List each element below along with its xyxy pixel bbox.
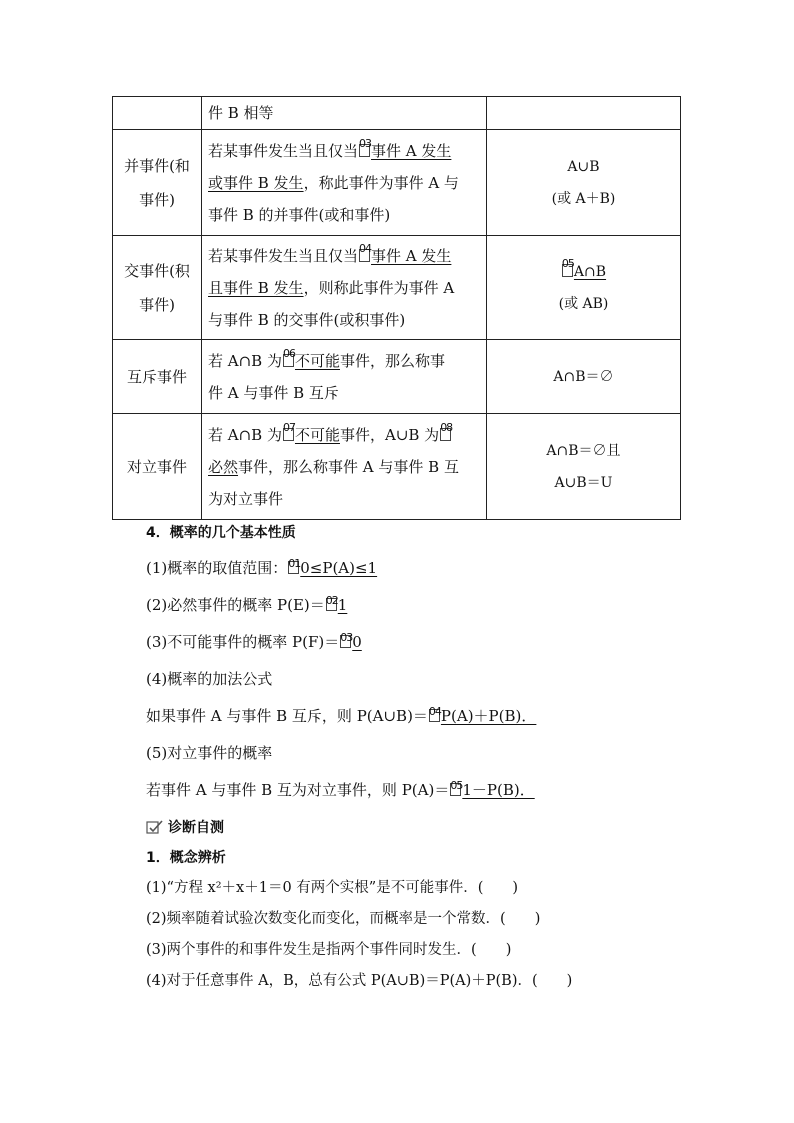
property-line	[146, 587, 706, 624]
answer-box-icon: 03	[359, 144, 370, 157]
property-text: (3)不可能事件的概率 P(F)＝	[146, 633, 340, 651]
answer-box-icon: 03	[340, 635, 351, 648]
def-answer: 事件 A 发生	[371, 141, 452, 160]
property-answer: 0	[352, 633, 362, 651]
def-answer: 必然	[208, 457, 239, 476]
property-line	[146, 550, 706, 587]
answer-box-icon: 05	[450, 783, 461, 796]
symbol-line: A∪B＝U	[554, 474, 613, 491]
symbol-line: A∩B＝∅且	[546, 442, 621, 459]
event-name-line: 交事件(积	[124, 261, 190, 280]
def-answer: 或事件 B 发生	[208, 173, 304, 192]
event-name-line: 事件)	[139, 295, 175, 314]
table-row	[113, 130, 681, 236]
def-text: 若某事件发生当且仅当	[208, 246, 359, 265]
event-definition-cell	[202, 340, 487, 414]
question-item: (2)频率随着试验次数变化而变化，而概率是一个常数．( )	[146, 911, 541, 927]
def-text: 为对立事件	[208, 489, 284, 508]
event-symbol-cell: A∩B＝∅	[487, 340, 681, 414]
event-name-cell	[113, 97, 202, 130]
property-answer: 0≤P(A)≤1	[300, 559, 378, 577]
event-symbol-cell	[487, 414, 681, 520]
question-item: (4)对于任意事件 A，B，总有公式 P(A∪B)＝P(A)＋P(B)．( )	[146, 973, 573, 989]
answer-box-icon: 07	[283, 428, 294, 441]
property-text: (1)概率的取值范围：	[146, 559, 288, 577]
table-row	[113, 340, 681, 414]
def-answer: 不可能	[294, 425, 340, 444]
diagnosis-subheading: 1．概念辨析	[146, 850, 226, 866]
answer-box-icon: 04	[429, 709, 440, 722]
diagnosis-header	[146, 813, 706, 843]
def-text: 事件 B 的并事件(或和事件)	[208, 205, 391, 224]
answer-box-icon: 05	[562, 264, 573, 277]
def-text: 若 A∩B 为	[208, 425, 282, 444]
table-row	[113, 97, 681, 130]
def-answer: 且事件 B 发生	[208, 278, 304, 297]
def-text: 与事件 B 的交事件(或积事件)	[208, 310, 406, 329]
symbol-line: (或 AB)	[558, 295, 609, 312]
property-title: (4)概率的加法公式	[146, 670, 273, 688]
def-answer: 事件 A 发生	[371, 246, 452, 265]
event-name-cell	[113, 130, 202, 236]
event-name-line: 并事件(和	[124, 156, 190, 175]
answer-box-icon: 02	[326, 598, 337, 611]
property-line	[146, 698, 706, 735]
question-item: (3)两个事件的和事件发生是指两个事件同时发生．( )	[146, 942, 512, 958]
answer-box-icon: 01	[288, 561, 299, 574]
answer-box-icon: 08	[440, 428, 451, 441]
def-text: 事件，那么称事	[339, 351, 445, 370]
def-text: ，称此事件为事件 A 与	[303, 173, 459, 192]
event-definition-cell	[202, 130, 487, 236]
content-body	[146, 520, 706, 997]
property-line	[146, 624, 706, 661]
property-title: (5)对立事件的概率	[146, 744, 273, 762]
event-symbol-cell	[487, 236, 681, 340]
def-text: 若 A∩B 为	[208, 351, 282, 370]
property-text: 如果事件 A 与事件 B 互斥，则 P(A∪B)＝	[146, 707, 428, 725]
def-answer: 不可能	[294, 351, 340, 370]
event-name-cell: 互斥事件	[113, 340, 202, 414]
event-definition-cell	[202, 414, 487, 520]
symbol-answer: A∩B	[573, 263, 607, 280]
question-item: (1)“方程 x²＋x＋1＝0 有两个实根”是不可能事件．( )	[146, 880, 519, 896]
event-name-cell	[113, 236, 202, 340]
symbol-line: (或 A＋B)	[551, 190, 616, 207]
property-text: (2)必然事件的概率 P(E)＝	[146, 596, 325, 614]
answer-box-icon: 04	[359, 249, 370, 262]
section-heading: 4．概率的几个基本性质	[146, 525, 296, 541]
property-answer: 1	[337, 596, 348, 614]
def-text: 件 A 与事件 B 互斥	[208, 383, 339, 402]
event-definition-cell	[202, 236, 487, 340]
property-line	[146, 772, 706, 809]
pencil-check-icon	[146, 819, 164, 835]
property-text: 若事件 A 与事件 B 互为对立事件，则 P(A)＝	[146, 781, 450, 799]
event-definition-cell: 件 B 相等	[202, 97, 487, 130]
def-text: 若某事件发生当且仅当	[208, 141, 359, 160]
event-symbol-cell	[487, 130, 681, 236]
event-relations-table	[112, 96, 681, 520]
table-row	[113, 414, 681, 520]
answer-box-icon: 06	[283, 354, 294, 367]
table-row	[113, 236, 681, 340]
def-text: 事件，那么称事件 A 与事件 B 互	[238, 457, 459, 476]
event-name-line: 事件)	[139, 190, 175, 209]
diagnosis-title: 诊断自测	[168, 820, 224, 836]
def-text: 事件，A∪B 为	[339, 425, 440, 444]
symbol-line: A∪B	[567, 158, 600, 175]
event-symbol-cell	[487, 97, 681, 130]
def-text: ，则称此事件为事件 A	[303, 278, 455, 297]
property-answer: P(A)＋P(B)．	[440, 707, 537, 725]
event-name-cell: 对立事件	[113, 414, 202, 520]
property-answer: 1－P(B)．	[462, 781, 535, 799]
